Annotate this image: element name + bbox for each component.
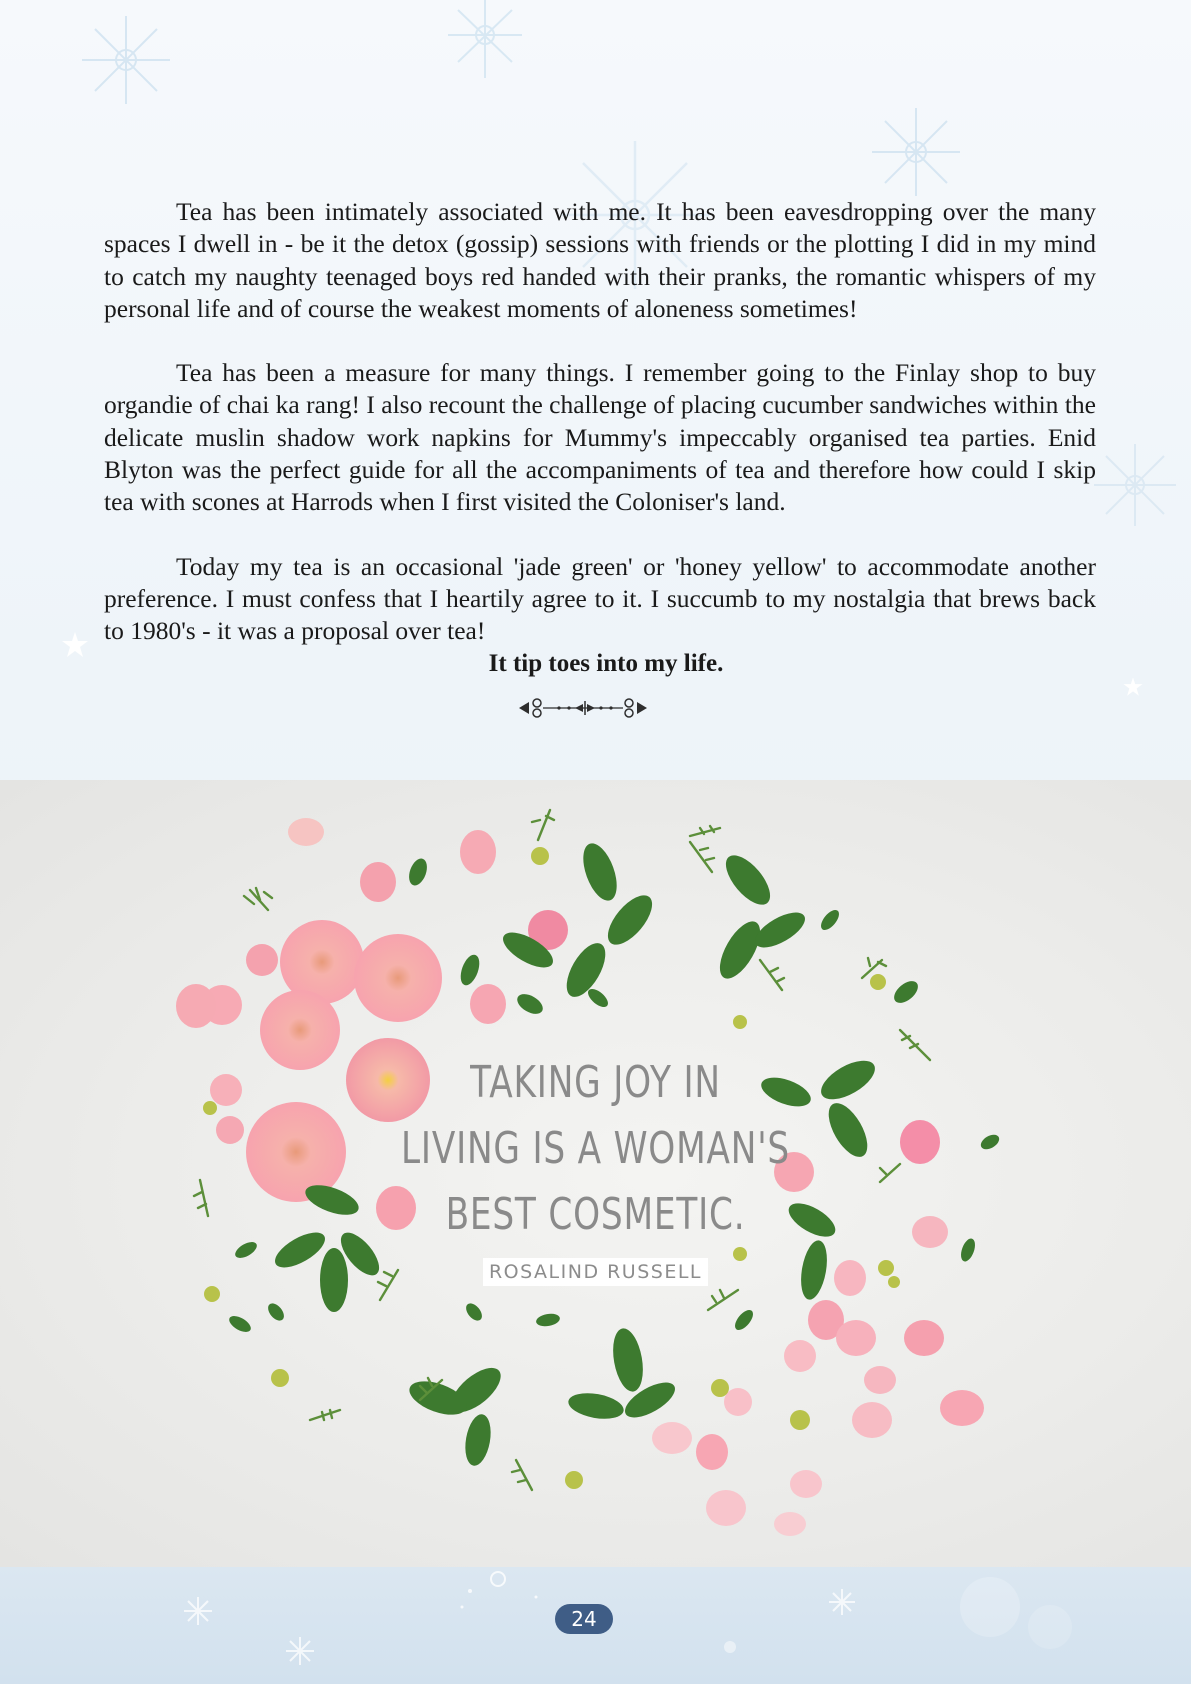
page-number-badge: 24 (555, 1604, 613, 1634)
article-paragraph: Tea has been intimately associated with me. It has been eavesdropping over the many spaces I dwell in - be it the detox (gossip) sessions with friends or the plotting I did in my mind to catch my naughty teenaged boys red handed with their pranks, the romantic whispers of my personal life and of course the weakest moments of aloneness sometimes! (104, 197, 1096, 323)
snowflake-icon (78, 12, 174, 108)
quote-line: BEST COSMETIC. (445, 1189, 746, 1240)
quote-line: LIVING IS A WOMAN'S (401, 1123, 790, 1174)
article-body (104, 196, 1096, 680)
star-icon (60, 630, 90, 660)
snowflake-icon (440, 0, 530, 80)
ornament-divider-icon (515, 694, 651, 722)
closing-line: It tip toes into my life. (488, 649, 724, 677)
article-paragraph: Today my tea is an occasional 'jade green' or 'honey yellow' to accommodate another preference. I must confess that I heartily agree to it. I succumb to my nostalgia that brews back to 1980's - it was a proposal over tea! (104, 551, 1096, 646)
article-paragraph: Tea has been a measure for many things. I remember going to the Finlay shop to buy organdie of chai ka rang! I also recount the challenge of placing cucumber sandwiches within the delicate muslin shadow work napkins for Mummy's impeccably organised tea parties. Enid Blyton was the perfect guide for all the accompaniments of tea and therefore how could I skip tea with scones at Harrods when I first visited the Coloniser's land. (104, 358, 1096, 517)
quote-photo (0, 780, 1191, 1567)
quote-line: TAKING JOY IN (470, 1057, 721, 1108)
snowflake-icon (1090, 440, 1180, 530)
quote-block (0, 1050, 1191, 1286)
snowflake-icon (868, 104, 964, 200)
quote-author: ROSALIND RUSSELL (483, 1258, 708, 1286)
star-icon (1122, 676, 1144, 698)
